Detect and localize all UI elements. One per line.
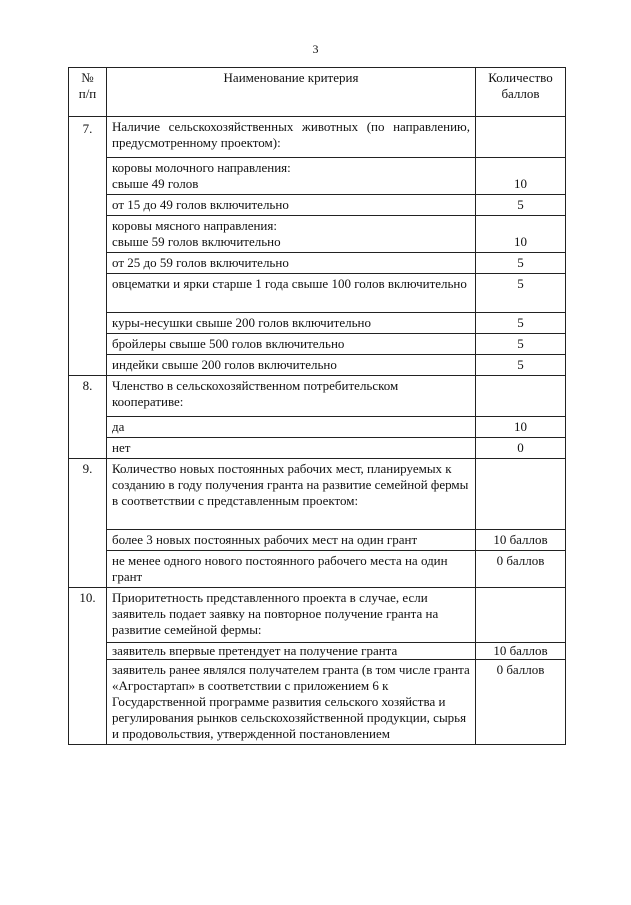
criterion-row-text: бройлеры свыше 500 голов включительно [107, 334, 476, 355]
criterion-9-title-score [476, 459, 566, 530]
table-row [69, 438, 566, 459]
header-name: Наименование критерия [107, 68, 476, 117]
table-row [69, 355, 566, 376]
criteria-table [68, 67, 566, 745]
table-row [69, 216, 566, 253]
table-row [69, 417, 566, 438]
criterion-9-title: Количество новых постоянных рабочих мест, планируемых к созданию в году получения гранта на развитие семейной фермы в соответствии с представленным проектом: [107, 459, 476, 530]
criterion-9-num: 9. [69, 459, 107, 588]
criterion-row-text: заявитель ранее являлся получателем гранта (в том числе гранта «Агростартап» в соответствии с приложением 6 к Государственной программе развития сельского хозяйства и регулирования рынков сельскохозяйственной продукции, сырья и продовольствия, утвержденной постановлением [107, 660, 476, 745]
criterion-row-text: нет [107, 438, 476, 459]
criterion-row-score: 10 баллов [476, 643, 566, 660]
page-number: 3 [312, 42, 319, 56]
criterion-row-score: 5 [476, 313, 566, 334]
criterion-8-title-score [476, 376, 566, 417]
table-row [69, 530, 566, 551]
table-row [69, 643, 566, 660]
criterion-row-text: да [107, 417, 476, 438]
criterion-8-title-row [69, 376, 566, 417]
criterion-row-text: более 3 новых постоянных рабочих мест на один грант [107, 530, 476, 551]
criterion-row-score: 0 баллов [476, 660, 566, 745]
criterion-row-score: 5 [476, 334, 566, 355]
table-row [69, 195, 566, 216]
criterion-7-title-score [476, 117, 566, 158]
table-header-row [69, 68, 566, 117]
criterion-row-score: 5 [476, 274, 566, 313]
criterion-8-num: 8. [69, 376, 107, 459]
criterion-7-title: Наличие сельскохозяйственных животных (по направлению, предусмотренному проектом): [107, 117, 476, 158]
criterion-row-score: 5 [476, 253, 566, 274]
table-row [69, 253, 566, 274]
header-score: Количество баллов [476, 68, 566, 117]
criterion-row-score: 10 [476, 417, 566, 438]
criterion-row-text: коровы молочного направления: свыше 49 голов [107, 158, 476, 195]
criterion-row-text: не менее одного нового постоянного рабочего места на один грант [107, 551, 476, 588]
criterion-row-score: 5 [476, 355, 566, 376]
table-row [69, 551, 566, 588]
criterion-row-text: заявитель впервые претендует на получение гранта [107, 643, 476, 660]
criterion-row-score: 5 [476, 195, 566, 216]
criterion-7-title-row [69, 117, 566, 158]
table-row [69, 660, 566, 745]
table-row [69, 274, 566, 313]
criterion-row-score: 0 баллов [476, 551, 566, 588]
criterion-row-text: куры-несушки свыше 200 голов включительно [107, 313, 476, 334]
criterion-row-text: индейки свыше 200 голов включительно [107, 355, 476, 376]
table-row [69, 334, 566, 355]
criterion-9-title-row [69, 459, 566, 530]
criterion-10-title: Приоритетность представленного проекта в случае, если заявитель подает заявку на повторное получение гранта на развитие семейной фермы: [107, 588, 476, 643]
criterion-row-score: 10 [476, 158, 566, 195]
criterion-10-title-score [476, 588, 566, 643]
criterion-10-num: 10. [69, 588, 107, 745]
criterion-row-score: 0 [476, 438, 566, 459]
table-row [69, 158, 566, 195]
table-row [69, 313, 566, 334]
criterion-7-num: 7. [69, 117, 107, 376]
criterion-row-text: овцематки и ярки старше 1 года свыше 100 голов включительно [107, 274, 476, 313]
criterion-row-text: коровы мясного направления: свыше 59 голов включительно [107, 216, 476, 253]
criterion-8-title: Членство в сельскохозяйственном потребительском кооперативе: [107, 376, 476, 417]
criterion-row-text: от 25 до 59 голов включительно [107, 253, 476, 274]
criterion-10-title-row [69, 588, 566, 643]
header-num: № п/п [69, 68, 107, 117]
criterion-row-text: от 15 до 49 голов включительно [107, 195, 476, 216]
criterion-row-score: 10 [476, 216, 566, 253]
criterion-row-score: 10 баллов [476, 530, 566, 551]
